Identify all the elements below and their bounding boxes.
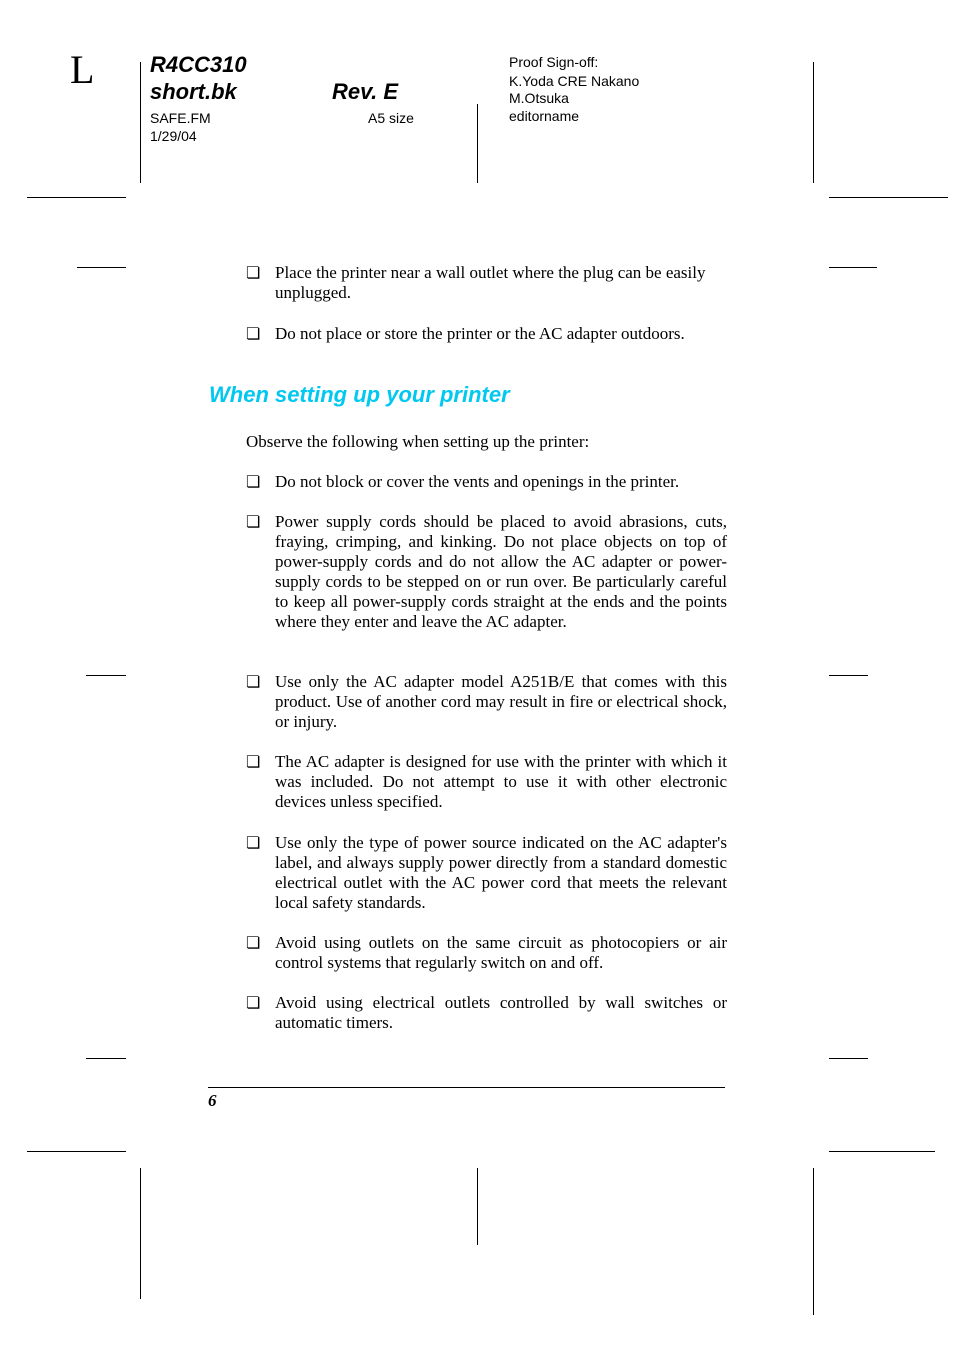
crop-mark [829, 675, 868, 676]
checkbox-icon: ❏ [246, 672, 261, 691]
list-item-text: The AC adapter is designed for use with the printer with which it was included. Do not attempt to use it with other electronic devices unless specified. [275, 752, 727, 812]
corner-letter: L [70, 47, 95, 92]
proof-signoff-names: K.Yoda CRE Nakano [509, 73, 640, 89]
list-item-text: Use only the type of power source indicated on the AC adapter's label, and always supply power directly from a standard domestic electrical outlet with the AC power cord that meets the relevant local safety standards. [275, 833, 727, 913]
list-item-text: Do not place or store the printer or the AC adapter outdoors. [275, 324, 685, 343]
checkbox-icon: ❏ [246, 933, 261, 952]
checkbox-icon: ❏ [246, 472, 261, 491]
crop-mark [829, 1151, 935, 1152]
book-name: short.bk [150, 79, 237, 104]
crop-mark [77, 267, 126, 268]
crop-mark [477, 104, 478, 183]
file-date: 1/29/04 [150, 128, 197, 144]
revision: Rev. E [332, 79, 399, 104]
file-name: SAFE.FM [150, 110, 211, 126]
crop-mark [86, 1058, 126, 1059]
list-item-text: Use only the AC adapter model A251B/E that comes with this product. Use of another cord may result in fire or electrical shock, or injury. [275, 672, 727, 732]
checkbox-icon: ❏ [246, 993, 261, 1012]
crop-mark [27, 197, 126, 198]
checkbox-icon: ❏ [246, 512, 261, 531]
crop-mark [140, 1168, 141, 1299]
footer-rule [208, 1087, 725, 1088]
crop-mark [27, 1151, 126, 1152]
paper-size: A5 size [368, 110, 414, 126]
checkbox-icon: ❏ [246, 324, 261, 343]
crop-mark [86, 675, 126, 676]
section-intro: Observe the following when setting up the printer: [246, 432, 590, 451]
proof-signoff-editor: editorname [509, 108, 580, 124]
doc-code: R4CC310 [150, 52, 247, 77]
checkbox-icon: ❏ [246, 752, 261, 771]
list-item-text: Place the printer near a wall outlet where the plug can be easily unplugged. [275, 263, 706, 303]
page-number: 6 [208, 1091, 217, 1110]
proof-signoff-label: Proof Sign-off: [509, 54, 599, 70]
crop-mark [829, 267, 877, 268]
checkbox-icon: ❏ [246, 833, 261, 852]
crop-mark [829, 197, 948, 198]
crop-mark [813, 62, 814, 183]
list-item-text: Do not block or cover the vents and openings in the printer. [275, 472, 680, 491]
list-item-text: Avoid using electrical outlets controlled by wall switches or automatic timers. [275, 993, 727, 1033]
crop-mark [829, 1058, 868, 1059]
proof-signoff-names: M.Otsuka [509, 90, 569, 106]
checkbox-icon: ❏ [246, 263, 261, 282]
crop-mark [477, 1168, 478, 1245]
crop-mark [813, 1168, 814, 1315]
list-item-text: Avoid using outlets on the same circuit as photocopiers or air control systems that regularly switch on and off. [275, 933, 727, 973]
section-heading: When setting up your printer [209, 382, 510, 407]
list-item-text: Power supply cords should be placed to avoid abrasions, cuts, fraying, crimping, and kinking. Do not place objects on top of power-supply cords and do not allow the AC adapter or power-supply cords to be stepped on or run over. Be particularly careful to keep all power-supply cords straight at the ends and the points where they enter and leave the AC adapter. [275, 512, 727, 632]
crop-mark [140, 62, 141, 183]
